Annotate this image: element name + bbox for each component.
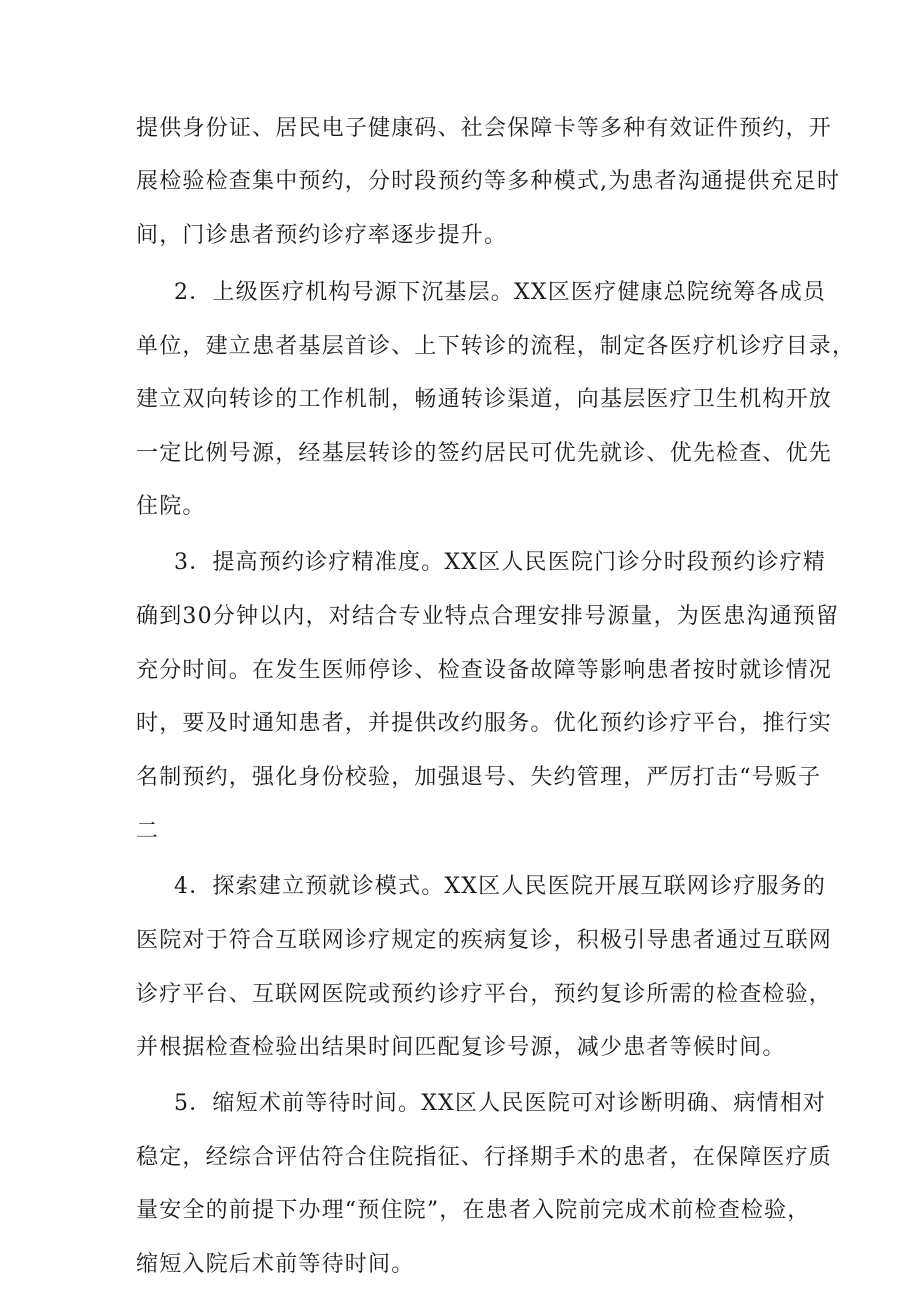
text-line: 稳定，经综合评估符合住院指征、行择期手术的患者，在保障医疗质 <box>136 1145 833 1170</box>
text-line: 时，要及时通知患者，并提供改约服务。优化预约诊疗平台，推行实 <box>136 711 833 736</box>
text-line: 医院对于符合互联网诊疗规定的疾病复诊，积极引导患者通过互联网 <box>136 928 833 953</box>
text-line: 间，门诊患者预约诊疗率逐步提升。 <box>136 223 508 248</box>
paragraph-4-heading-line: 4．探索建立预就诊模式。XX区人民医院开展互联网诊疗服务的 <box>174 874 827 899</box>
paragraph-3-heading-line: 3．提高预约诊疗精准度。XX区人民医院门诊分时段预约诊疗精 <box>174 550 827 575</box>
paragraph-2-heading-line: 2．上级医疗机构号源下沉基层。XX区医疗健康总院统筹各成员 <box>174 280 827 305</box>
text-line: 量安全的前提下办理“预住院”，在患者入院前完成术前检查检验， <box>136 1198 811 1223</box>
text-line: 确到30分钟以内，对结合专业特点合理安排号源量，为医患沟通预留 <box>136 604 840 629</box>
text-line: 一定比例号源，经基层转诊的签约居民可优先就诊、优先检查、优先 <box>136 441 833 466</box>
text-line: 并根据检查检验出结果时间匹配复诊号源，减少患者等候时间。 <box>136 1035 786 1060</box>
text-line: 提供身份证、居民电子健康码、社会保障卡等多种有效证件预约，开 <box>136 116 833 141</box>
text-line: 展检验检查集中预约，分时段预约等多种模式,为患者沟通提供充足时 <box>136 169 841 194</box>
text-line: 二 <box>136 819 160 844</box>
text-line: 诊疗平台、互联网医院或预约诊疗平台，预约复诊所需的检查检验， <box>136 982 833 1007</box>
text-line: 充分时间。在发生医师停诊、检查设备故障等影响患者按时就诊情况 <box>136 658 833 683</box>
text-line: 建立双向转诊的工作机制，畅通转诊渠道，向基层医疗卫生机构开放 <box>136 387 833 412</box>
text-line: 缩短入院后术前等待时间。 <box>136 1252 415 1277</box>
text-line: 住院。 <box>136 494 206 519</box>
text-line: 单位，建立患者基层首诊、上下转诊的流程，制定各医疗机诊疗目录， <box>136 334 856 359</box>
text-line: 名制预约，强化身份校验，加强退号、失约管理，严厉打击“号贩子 <box>136 765 822 790</box>
paragraph-5-heading-line: 5．缩短术前等待时间。XX区人民医院可对诊断明确、病情相对 <box>174 1091 827 1116</box>
